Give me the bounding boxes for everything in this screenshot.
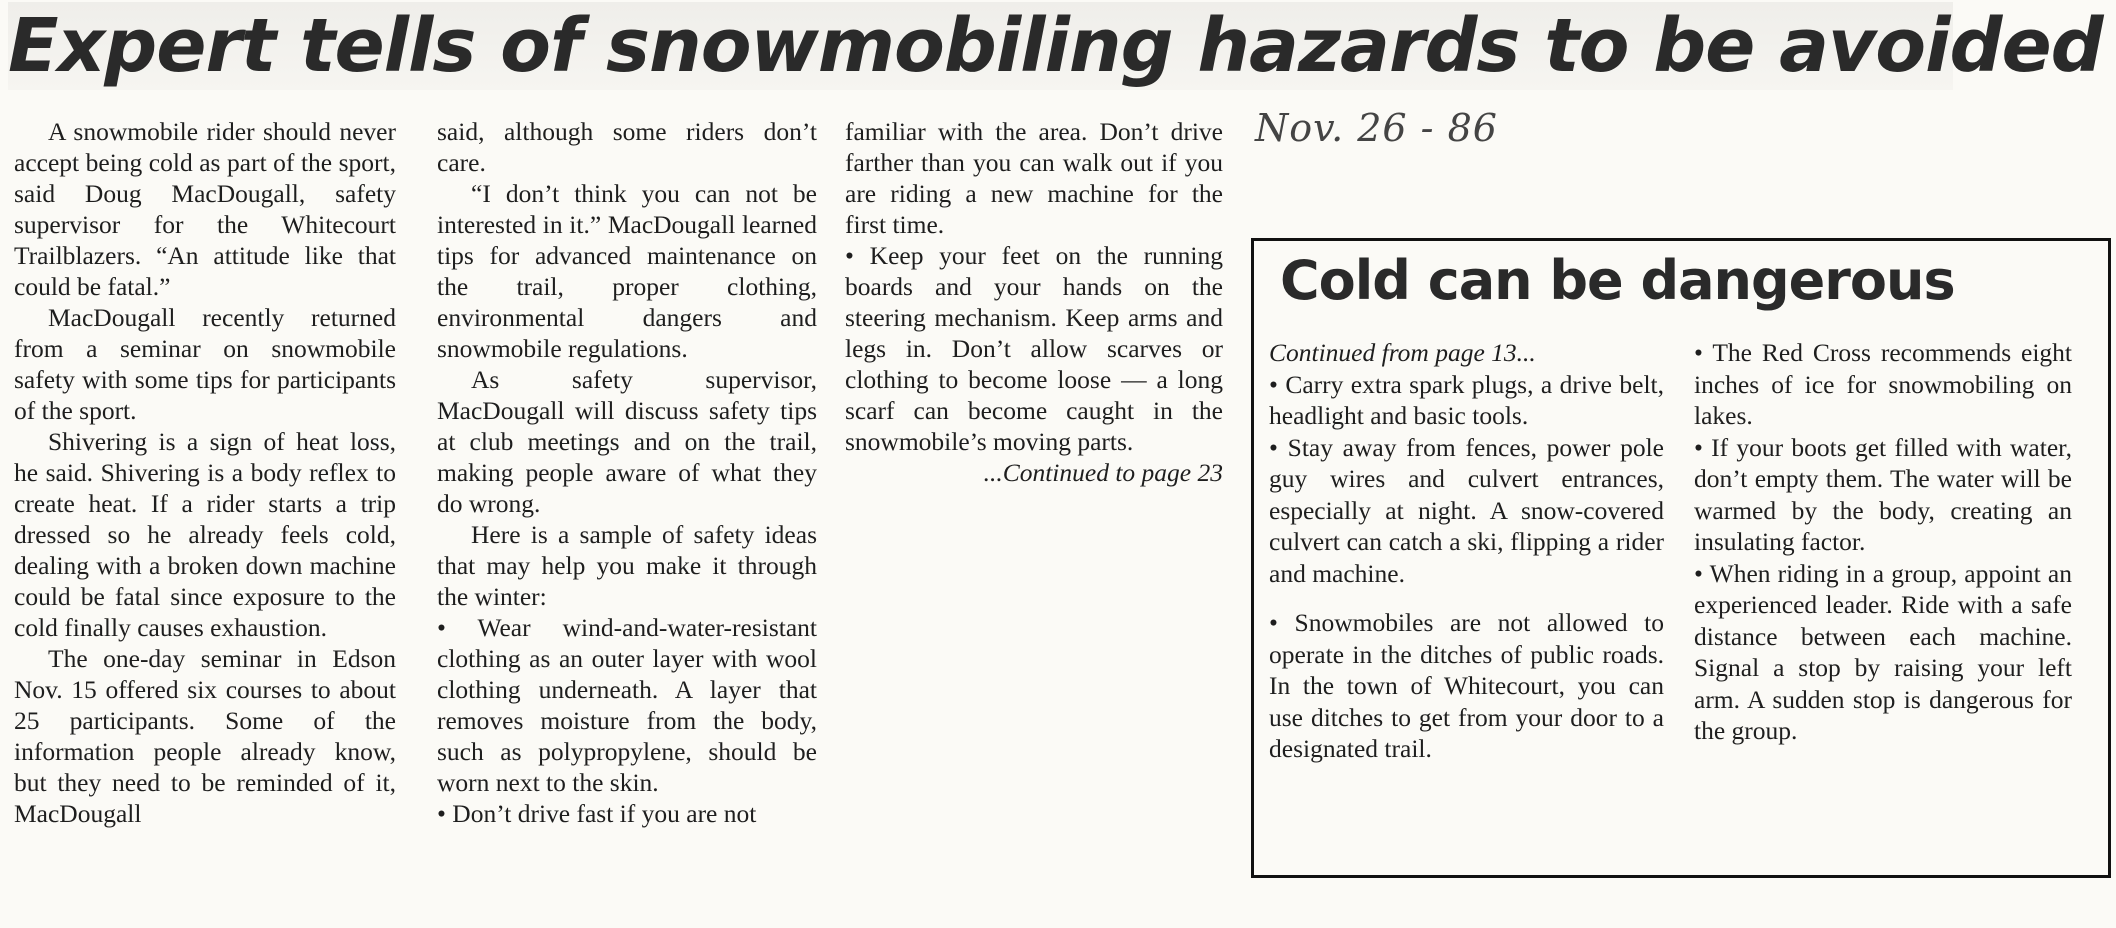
bullet-item: • Carry extra spark plugs, a drive belt, headlight and basic tools.	[1269, 369, 1664, 430]
sidebar-column-1	[1269, 337, 1664, 765]
paragraph: “I don’t think you can not be interested in it.” MacDougall learned tips for advanced maintenance on the trail, proper clothing, environmental dangers and snowmobile regulations.	[437, 179, 817, 363]
sidebar-column-2	[1694, 337, 2072, 747]
bullet-item: • Snowmobiles are not allowed to operate in the ditches of public roads. In the town of Whitecourt, you can use ditches to get from your door to a designated trail.	[1269, 608, 1664, 763]
continued-to-line: ...Continued to page 23	[983, 458, 1223, 487]
paragraph: familiar with the area. Don’t drive farther than you can walk out if you are riding a new machine for the first time.	[845, 117, 1223, 239]
article-column-1	[14, 116, 396, 829]
paragraph: A snowmobile rider should never accept being cold as part of the sport, said Doug MacDougall, safety supervisor for the Whitecourt Trailblazers. “An attitude like that could be fatal.”	[14, 117, 396, 301]
headline: Expert tells of snowmobiling hazards to be avoided	[8, 3, 2103, 89]
paragraph: Here is a sample of safety ideas that may help you make it through the winter:	[437, 520, 817, 611]
paragraph: said, although some riders don’t care.	[437, 117, 817, 177]
article-column-3	[845, 116, 1223, 488]
bullet-item: • Keep your feet on the running boards and your hands on the steering mechanism. Keep arms and legs in. Don’t allow scarves or clothing to become loose — a long scarf can become caught in the snowmobile’s moving parts.	[845, 241, 1223, 456]
paragraph: As safety supervisor, MacDougall will discuss safety tips at club meetings and on the trail, making people aware of what they do wrong.	[437, 365, 817, 518]
continued-from-line: Continued from page 13...	[1269, 338, 1536, 367]
sidebar-title: Cold can be dangerous	[1280, 249, 1955, 312]
paragraph: MacDougall recently returned from a seminar on snowmobile safety with some tips for participants of the sport.	[14, 303, 396, 425]
paragraph: The one-day seminar in Edson Nov. 15 offered six courses to about 25 participants. Some of the information people already know, but they need to be reminded of it, MacDougall	[14, 644, 396, 828]
bullet-item: • If your boots get filled with water, don’t empty them. The water will be warmed by the body, creating an insulating factor.	[1694, 432, 2072, 556]
sidebar-box	[1251, 238, 2111, 878]
paragraph: Shivering is a sign of heat loss, he said. Shivering is a body reflex to create heat. If a rider starts a trip dressed so he already feels cold, dealing with a broken down machine could be fatal since exposure to the cold finally causes exhaustion.	[14, 427, 396, 642]
bullet-item: • The Red Cross recommends eight inches of ice for snowmobiling on lakes.	[1694, 338, 2072, 430]
handwritten-date: Nov. 26 - 86	[1255, 106, 1498, 150]
bullet-item: • When riding in a group, appoint an experienced leader. Ride with a safe distance between each machine. Signal a stop by raising your left arm. A sudden stop is dangerous for the group.	[1694, 558, 2072, 745]
bullet-item: • Stay away from fences, power pole guy wires and culvert entrances, especially at night. A snow-covered culvert can catch a ski, flipping a rider and machine.	[1269, 432, 1664, 588]
bullet-item: • Don’t drive fast if you are not	[437, 799, 757, 828]
bullet-item: • Wear wind-and-water-resistant clothing as an outer layer with wool clothing underneath. A layer that removes moisture from the body, such as polypropylene, should be worn next to the skin.	[437, 613, 817, 797]
spacer	[1269, 589, 1664, 607]
article-column-2	[437, 116, 817, 829]
